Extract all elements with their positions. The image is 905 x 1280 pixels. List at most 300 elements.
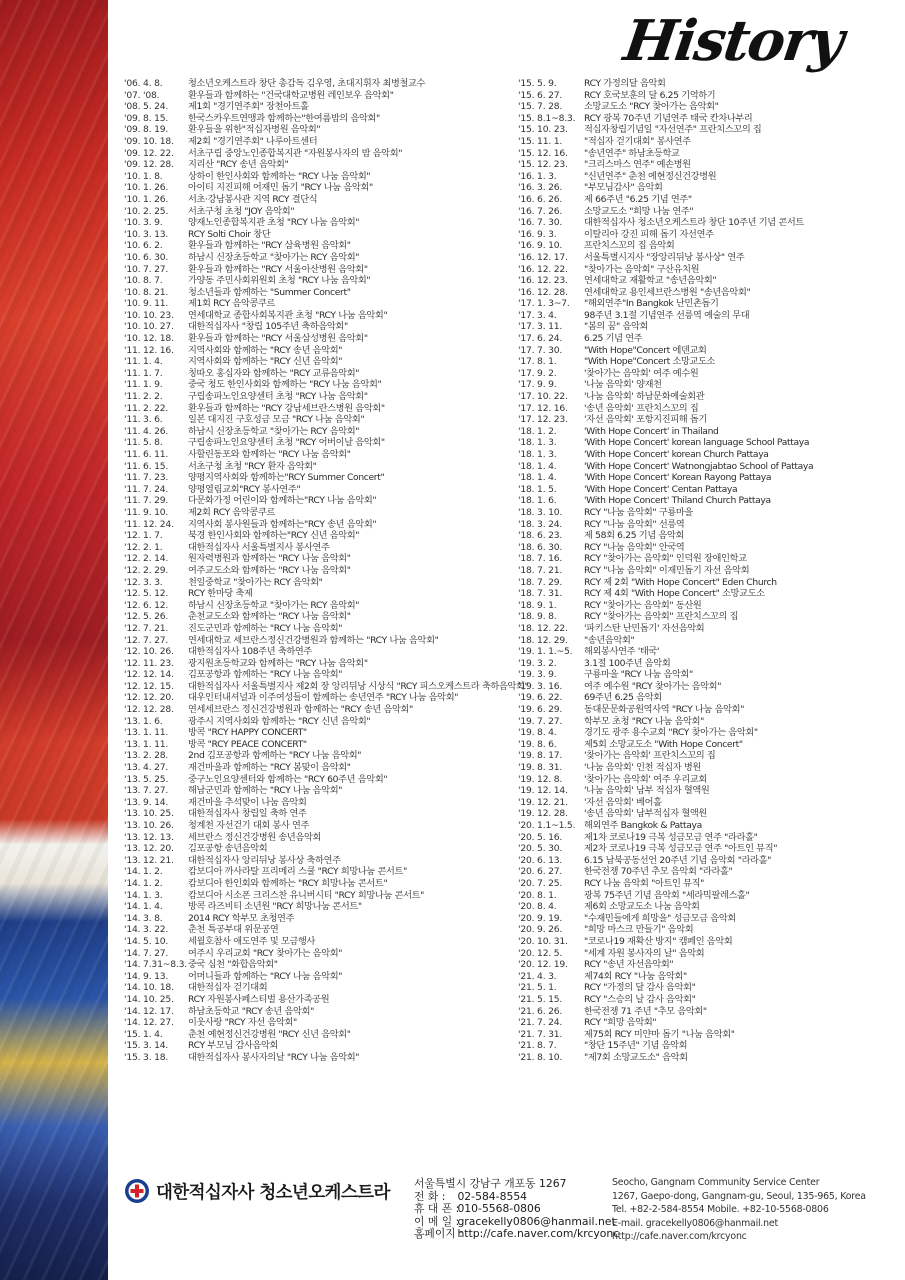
entry-text: 재건마을과 함께하는 "RCY 봄맞이 음악회" [188, 762, 351, 774]
entry-text: 광주시 지역사회와 함께하는 "RCY 신년 음악회" [188, 715, 371, 727]
timeline-entry [124, 832, 514, 844]
timeline-entry [124, 750, 514, 762]
timeline-entry [124, 264, 514, 276]
entry-date: '11. 2. 2. [124, 391, 163, 403]
entry-text: 대한적십자사 108주년 축하연주 [188, 646, 312, 658]
entry-text: RCY Solti Choir 창단 [188, 228, 271, 240]
entry-date: '17. 12. 16. [518, 402, 568, 414]
entry-text: RCY "송년 자선음악회" [584, 959, 674, 971]
entry-date: '18. 1. 3. [518, 449, 557, 460]
timeline-entry [124, 530, 514, 542]
entry-text: 학부모 초청 "RCY 나눔 음악회" [584, 715, 705, 727]
entry-date: '19. 6. 29. [518, 704, 563, 716]
entry-date: '16. 3. 26. [518, 182, 563, 194]
entry-text: "송년음악회" [584, 634, 635, 646]
entry-date: '18. 7. 21. [518, 564, 563, 576]
entry-text: 춘천교도소와 함께하는 "RCY 나눔 음악회" [188, 611, 351, 623]
entry-text: 해외연주 Bangkok & Pattaya [584, 820, 702, 831]
timeline-entry [518, 113, 902, 125]
timeline-entry [518, 229, 902, 241]
entry-date: '14. 1. 2. [124, 866, 163, 878]
timeline-entry [124, 1006, 514, 1018]
entry-text: 구립송파노인요양센터 초청 "RCY 나눔 음악회" [188, 391, 368, 403]
timeline-entry [124, 843, 514, 855]
entry-text: RCY 한마당 축제 [188, 588, 253, 600]
entry-date: '21. 8. 10. [518, 1051, 563, 1063]
timeline-entry [518, 449, 902, 461]
entry-text: 환우들과 함께하는 "RCY 삼육병원 음악회" [188, 240, 351, 252]
timeline-entry [124, 206, 514, 218]
entry-date: '17. 12. 23. [518, 414, 568, 426]
entry-text: 'With Hope Concert' in Thailand [584, 425, 719, 437]
entry-text: 방콕 라즈비티 소년원 "RCY 희망나눔 콘서트" [188, 901, 362, 913]
entry-date: '11. 1. 9. [124, 379, 163, 391]
phone-label: 전 화 : [414, 1189, 446, 1203]
timeline-entry [124, 240, 514, 252]
entry-date: '10. 6. 30. [124, 251, 169, 263]
entry-date: '20. 8. 1. [518, 889, 557, 901]
entry-date: '13. 10. 25. [124, 808, 174, 820]
mobile-number: 010-5568-0806 [457, 1202, 541, 1216]
entry-text: 다문화가정 어린이와 함께하는"RCY 나눔 음악회" [188, 495, 377, 507]
timeline-entry [518, 808, 902, 820]
entry-text: 구룡마을 "RCY 나눔 음악회" [584, 669, 693, 681]
timeline-entry [518, 611, 902, 623]
entry-text: "창단 15주년" 기념 음악회 [584, 1040, 688, 1052]
entry-date: '09. 12. 22. [124, 147, 174, 159]
entry-text: RCY "나눔 음악회" 선릉역 [584, 518, 685, 530]
timeline-entry [518, 913, 902, 925]
entry-date: '14. 10. 25. [124, 993, 174, 1005]
entry-text: 지역사회와 함께하는 "RCY 신년 음악회" [188, 356, 343, 368]
timeline-entry [518, 437, 902, 449]
email-label: 이 메 일 : [414, 1214, 460, 1228]
entry-text: 적십자창립기념일 "자선연주" 프란치스꼬의 집 [584, 124, 762, 136]
timeline-entry [124, 971, 514, 983]
entry-text: 환우들과 함께하는 "RCY 강남세브란스병원 음악회" [188, 402, 385, 414]
timeline-entry [518, 310, 902, 322]
timeline-entry [124, 658, 514, 670]
entry-date: '16. 12. 22. [518, 263, 568, 275]
timeline-entry [518, 148, 902, 160]
entry-text: 여주 예수원 "RCY 찾아가는 음악회" [584, 680, 722, 692]
entry-date: '12. 2. 29. [124, 564, 169, 576]
entry-date: '13. 1. 11. [124, 727, 169, 739]
en-email-line: E-mail. gracekelly0806@hanmail.net [612, 1217, 778, 1229]
entry-text: RCY 나눔 음악회 "아트인 뮤직" [584, 877, 705, 889]
entry-text: 하남시 신장초등학교 "찾아가는 RCY 음악회" [188, 599, 360, 611]
timeline-entry [124, 716, 514, 728]
entry-date: '14. 1. 3. [124, 889, 163, 901]
entry-date: '17. 3. 4. [518, 309, 557, 321]
timeline-entry [124, 611, 514, 623]
timeline-entry [518, 495, 902, 507]
entry-date: '10. 3. 9. [124, 217, 163, 229]
entry-text: 대한적십자사 앙리뒤낭 봉사상 축하연주 [188, 854, 341, 866]
entry-text: 캄보디아 시소폰 크리스찬 유니버시티 "RCY 희망나눔 콘서트" [188, 889, 424, 901]
entry-text: 제2회 "경기연주회" 나루아트센터 [188, 135, 318, 147]
timeline-entry [124, 785, 514, 797]
entry-date: '16. 7. 26. [518, 205, 563, 217]
entry-text: 'With Hope Concert' korean Church Pattaya [584, 449, 769, 460]
timeline-entry [518, 345, 902, 357]
entry-text: 양평열림교회"RCY 봉사연주" [188, 483, 301, 495]
timeline-entry [124, 646, 514, 658]
timeline-entry [124, 345, 514, 357]
entry-text: RCY 호국보훈의 달 6.25 기억하기 [584, 89, 716, 101]
timeline-entry [124, 333, 514, 345]
entry-date: '12. 1. 7. [124, 530, 163, 542]
entry-date: '11. 6. 15. [124, 460, 169, 472]
entry-date: '14. 9. 13. [124, 970, 169, 982]
entry-text: 'With Hope Concert' Thiland Church Pattaya [584, 495, 771, 507]
entry-date: '14. 5. 10. [124, 935, 169, 947]
en-phone-line: Tel. +82-2-584-8554 Mobile. +82-10-5568-0806 [612, 1204, 829, 1216]
entry-text: 2nd 김포공항과 함께하는 "RCY 나눔 음악회" [188, 750, 362, 762]
timeline-entry [124, 519, 514, 531]
entry-date: '14. 12. 17. [124, 1005, 174, 1017]
entry-date: '18. 6. 30. [518, 541, 563, 553]
timeline-entry [124, 298, 514, 310]
org-block [124, 1178, 390, 1204]
entry-date: '15. 11. 1. [518, 135, 563, 147]
timeline-entry [124, 704, 514, 716]
entry-text: "봄의 꿈" 음악회 [584, 321, 649, 333]
timeline-entry [518, 298, 902, 310]
timeline-entry [124, 159, 514, 171]
entry-text: 환우들과 함께하는 "RCY 서울삼성병원 음악회" [188, 333, 368, 345]
timeline-entry [124, 762, 514, 774]
org-name: 대한적십자사 청소년오케스트라 [156, 1182, 390, 1203]
entry-date: '12. 3. 3. [124, 576, 163, 588]
entry-text: 프란치스꼬의 집 음악회 [584, 240, 675, 252]
entry-text: 춘천 예현정신건강병원 "RCY 신년 음악회" [188, 1028, 351, 1040]
timeline-entry [124, 959, 514, 971]
timeline-entry [518, 542, 902, 554]
timeline-entry [518, 959, 902, 971]
entry-date: '11. 12. 24. [124, 518, 174, 530]
timeline-entry [518, 171, 902, 183]
entry-date: '15. 5. 9. [518, 78, 557, 89]
entry-text: 소망교도소 "RCY 찾아가는 음악회" [584, 101, 719, 113]
entry-date: '12. 2. 1. [124, 541, 163, 553]
entry-text: 청소년들과 함께하는 "Summer Concert" [188, 286, 351, 298]
entry-text: 연세대학교 세브란스정신건강병원과 함께하는 "RCY 나눔 음악회" [188, 634, 439, 646]
entry-text: 소망교도소 "희망 나눔 연주" [584, 205, 694, 217]
entry-date: '10. 1. 8. [124, 170, 163, 182]
entry-text: 연세대학교 종합사회복지관 초청 "RCY 나눔 음악회" [188, 309, 388, 321]
timeline-entry [124, 472, 514, 484]
entry-date: '14. 1. 4. [124, 901, 163, 913]
entry-date: '18. 7. 31. [518, 588, 563, 600]
entry-date: '13. 12. 21. [124, 854, 174, 866]
entry-date: '18. 1. 4. [518, 460, 557, 472]
entry-text: 광복 75주년 기념 음악회 "세라믹팔레스홀" [584, 889, 750, 901]
timeline-entry [124, 890, 514, 902]
entry-text: '찾아가는 음악회' 여주 예수원 [584, 367, 699, 379]
entry-text: 한국스카우트연맹과 함께하는"한여름밤의 음악회" [188, 112, 380, 124]
entry-date: '12. 12. 20. [124, 692, 174, 704]
entry-date: '09. 8. 15. [124, 112, 169, 124]
entry-date: '10. 1. 26. [124, 182, 169, 194]
entry-date: '17. 1. 3~7. [518, 298, 570, 310]
entry-text: '자선 음악회' 베어홀 [584, 796, 662, 808]
timeline-entry [518, 461, 902, 473]
entry-date: '18. 7. 16. [518, 553, 563, 565]
entry-text: 서초구청 초청 "JOY 음악회" [188, 205, 295, 217]
entry-date: '08. 5. 24. [124, 101, 169, 113]
timeline-entry [518, 936, 902, 948]
entry-date: '10. 12. 18. [124, 333, 174, 345]
entry-text: 연세대학교 재활학교 "송년음악회" [584, 275, 717, 287]
entry-date: '20. 8. 4. [518, 901, 557, 913]
entry-date: '12. 12. 28. [124, 704, 174, 716]
entry-date: '13. 4. 27. [124, 762, 169, 774]
timeline-entry [124, 774, 514, 786]
entry-date: '16. 12. 17. [518, 251, 568, 263]
timeline-entry [518, 750, 902, 762]
entry-date: '14. 7.31~8.3. [124, 959, 187, 971]
entry-date: '20. 12. 19. [518, 959, 568, 971]
entry-text: 대한적십자사 창립일 축하 연주 [188, 808, 307, 820]
entry-date: '11. 7. 23. [124, 472, 169, 484]
timeline-entry [124, 936, 514, 948]
entry-text: 한국전쟁 71 주년 "추모 음악회" [584, 1005, 707, 1017]
entry-text: "코로나19 재확산 방지" 캠페인 음악회 [584, 935, 733, 947]
entry-date: '09. 10. 18. [124, 135, 174, 147]
entry-date: '09. 8. 19. [124, 124, 169, 136]
timeline-entry [124, 588, 514, 600]
history-title [619, 2, 847, 74]
entry-text: RCY "찾아가는 음악회" 인덕원 장애인학교 [584, 553, 747, 565]
entry-date: '15. 3. 18. [124, 1051, 169, 1063]
timeline-entry [124, 820, 514, 832]
entry-date: '21. 5. 1. [518, 982, 557, 994]
timeline-entry [518, 658, 902, 670]
timeline-entry [124, 924, 514, 936]
entry-date: '18. 9. 8. [518, 611, 557, 623]
timeline-entry [518, 565, 902, 577]
timeline-entry [518, 588, 902, 600]
phone-number: 02-584-8554 [457, 1189, 528, 1203]
entry-text: 제2회 RCY 음악콩쿠르 [188, 506, 276, 518]
entry-text: RCY 부모님 감사음악회 [188, 1040, 279, 1052]
timeline-entry [124, 1040, 514, 1052]
entry-date: '18. 9. 1. [518, 599, 557, 611]
timeline-entry [518, 762, 902, 774]
timeline-entry [518, 217, 902, 229]
timeline-entry [518, 136, 902, 148]
entry-date: '14. 7. 27. [124, 947, 169, 959]
timeline-entry [124, 553, 514, 565]
entry-date: '21. 8. 7. [518, 1040, 557, 1052]
entry-date: '10. 10. 27. [124, 321, 174, 333]
email-address: gracekelly0806@hanmail.net [457, 1214, 616, 1228]
entry-text: 광지원초등학교와 함께하는 "RCY 나눔 음악회" [188, 657, 368, 669]
entry-text: 제1차 코로나19 극복 성금모금 연주 "라라홀" [584, 831, 758, 843]
entry-text: 여주시 우리교회 "RCY 찾아가는 음악회" [188, 947, 343, 959]
english-contact [612, 1176, 866, 1244]
entry-date: '13. 12. 20. [124, 843, 174, 855]
entry-date: '18. 1. 2. [518, 425, 557, 437]
timeline-entry [518, 275, 902, 287]
entry-text: 가양동 주민사회위원회 초청 "RCY 나눔 음악회" [188, 275, 371, 287]
entry-text: RCY "찾아가는 음악회" 프란치스꼬의 집 [584, 611, 739, 623]
entry-text: 김포공항과 함께하는 "RCY 나눔 음악회" [188, 669, 343, 681]
entry-text: 해남군민과 함께하는 "RCY 나눔 음악회" [188, 785, 343, 797]
entry-text: RCY "나눔 음악회" 구룡마을 [584, 506, 693, 518]
timeline-entry [124, 414, 514, 426]
homepage-label: 홈페이지 : [414, 1227, 463, 1241]
entry-text: 환우들을 위한"적십자병원 음악회" [188, 124, 321, 136]
entry-text: RCY "스승의 날 감사 음악회" [584, 993, 696, 1005]
timeline-entry [124, 194, 514, 206]
entry-text: 'With Hope Concert' Centan Pattaya [584, 483, 738, 495]
entry-date: '21. 4. 3. [518, 970, 557, 982]
entry-date: '15. 10. 23. [518, 124, 568, 136]
entry-text: 여주교도소와 함께하는 "RCY 나눔 음악회" [188, 564, 351, 576]
timeline-entry [518, 321, 902, 333]
entry-date: '19. 8. 4. [518, 727, 557, 739]
entry-text: "수재민들에게 희망을" 성금모금 음악회 [584, 912, 736, 924]
entry-text: 춘천 특공부대 위문공연 [188, 924, 279, 936]
timeline-entry [124, 577, 514, 589]
entry-text: 어머니들과 함께하는 "RCY 나눔 음악회" [188, 970, 343, 982]
timeline-entry [124, 391, 514, 403]
entry-date: '17. 6. 24. [518, 333, 563, 345]
entry-date: '18. 12. 22. [518, 622, 568, 634]
entry-text: 중구노인요양센터와 함께하는 "RCY 60주년 음악회" [188, 773, 388, 785]
timeline-entry [124, 101, 514, 113]
entry-text: "해외연주"In Bangkok 난민촌돕기 [584, 298, 719, 310]
entry-date: '11. 6. 11. [124, 449, 169, 460]
timeline-entry [518, 774, 902, 786]
decorative-painting-texture [0, 0, 108, 1280]
entry-date: '18. 1. 3. [518, 437, 557, 449]
entry-date: '15. 8.1~8.3. [518, 112, 576, 124]
entry-text: RCY 가정의달 음악회 [584, 78, 666, 89]
timeline-entry [518, 403, 902, 415]
kr-address: 서울특별시 강남구 개포동 1267 [414, 1177, 567, 1190]
entry-date: '10. 1. 26. [124, 193, 169, 205]
entry-text: '나눔 음악회' 인천 적십자 병원 [584, 762, 701, 774]
entry-text: 천일중학교 "찾아가는 RCY 음악회" [188, 576, 323, 588]
timeline-entry [124, 866, 514, 878]
timeline-entry [124, 217, 514, 229]
timeline-entry [124, 136, 514, 148]
entry-date: '20. 1.1~1.5. [518, 820, 576, 831]
entry-date: '11. 1. 7. [124, 367, 163, 379]
entry-date: '19. 12. 14. [518, 785, 568, 797]
timeline-entry [124, 171, 514, 183]
entry-date: '19. 8. 6. [518, 738, 557, 750]
entry-text: "희망 마스크 만들기" 음악회 [584, 924, 694, 936]
timeline-entry [518, 90, 902, 102]
timeline-entry [124, 913, 514, 925]
entry-date: '11. 3. 6. [124, 414, 163, 426]
entry-date: '09. 12. 28. [124, 159, 174, 171]
entry-text: RCY 제 2회 "With Hope Concert" Eden Church [584, 576, 777, 588]
entry-text: 69주년 6.25 음악회 [584, 692, 662, 704]
entry-text: 환우들과 함께하는 "RCY 서울아산병원 음악회" [188, 263, 368, 275]
entry-date: '19. 6. 22. [518, 692, 563, 704]
timeline-entry [518, 994, 902, 1006]
timeline-entry [124, 982, 514, 994]
entry-date: '17. 9. 9. [518, 379, 557, 391]
timeline-entry [124, 901, 514, 913]
timeline-entry [124, 1029, 514, 1041]
timeline-entry [518, 600, 902, 612]
timeline-entry [124, 797, 514, 809]
timeline-entry [124, 948, 514, 960]
entry-text: 재건마을 추석맞이 나눔 음악회 [188, 796, 307, 808]
entry-date: '13. 5. 25. [124, 773, 169, 785]
entry-date: '13. 1. 11. [124, 738, 169, 750]
timeline-entry [124, 403, 514, 415]
entry-date: '12. 5. 26. [124, 611, 169, 623]
entry-text: 'With Hope Concert' korean language School Pattaya [584, 437, 810, 449]
timeline-entry [124, 182, 514, 194]
timeline-entry [518, 832, 902, 844]
timeline-entry [518, 669, 902, 681]
entry-date: '16. 9. 3. [518, 228, 557, 240]
entry-text: '송년 음악회' 남부적십자 혈액원 [584, 808, 707, 820]
entry-text: 연세세브란스 정신건강병원과 함께하는 "RCY 송년 음악회" [188, 704, 413, 716]
entry-date: '17. 3. 11. [518, 321, 563, 333]
entry-text: 북경 한인사회와 함께하는"RCY 신년 음악회" [188, 530, 360, 542]
entry-date: '10. 3. 13. [124, 228, 169, 240]
entry-date: '13. 9. 14. [124, 796, 169, 808]
entry-text: 중국 심천 "화합음악회" [188, 959, 278, 971]
timeline-entry [124, 600, 514, 612]
timeline-column-left [124, 78, 529, 1063]
timeline-entry [518, 252, 902, 264]
timeline-entry [518, 333, 902, 345]
entry-text: 제74회 RCY "나눔 음악회" [584, 970, 687, 982]
entry-date: '10. 6. 2. [124, 240, 163, 252]
timeline-entry [124, 252, 514, 264]
timeline-entry [518, 1029, 902, 1041]
entry-text: '송년 음악회' 프란치스꼬의 집 [584, 402, 699, 414]
entry-date: '19. 3. 16. [518, 680, 563, 692]
timeline-entry [518, 414, 902, 426]
entry-text: "부모님감사" 음악회 [584, 182, 663, 194]
entry-date: '19. 8. 17. [518, 750, 563, 762]
timeline-entry [518, 379, 902, 391]
timeline-entry [518, 472, 902, 484]
entry-text: 양평지역사회와 함께하는"RCY Summer Concert" [188, 472, 385, 484]
timeline-entry [518, 507, 902, 519]
entry-date: '19. 1. 1.~5. [518, 646, 573, 658]
timeline-entry [518, 901, 902, 913]
timeline-entry [518, 194, 902, 206]
entry-date: '16. 12. 23. [518, 275, 568, 287]
timeline-entry [518, 78, 902, 90]
entry-date: '19. 12. 8. [518, 773, 563, 785]
timeline-entry [518, 1006, 902, 1018]
timeline-entry [124, 426, 514, 438]
entry-text: 'With Hope Concert' Korean Rayong Pattaya [584, 472, 772, 484]
entry-date: '12. 10. 26. [124, 646, 174, 658]
entry-date: '07. '08. [124, 89, 160, 101]
entry-text: 98주년 3.1절 기념연주 선릉역 예술의 무대 [584, 309, 750, 321]
entry-date: '11. 4. 26. [124, 425, 169, 437]
entry-date: '21. 7. 24. [518, 1017, 563, 1029]
entry-date: '14. 3. 8. [124, 912, 163, 924]
timeline-entry [518, 530, 902, 542]
entry-date: '19. 3. 2. [518, 657, 557, 669]
timeline-entry [518, 716, 902, 728]
